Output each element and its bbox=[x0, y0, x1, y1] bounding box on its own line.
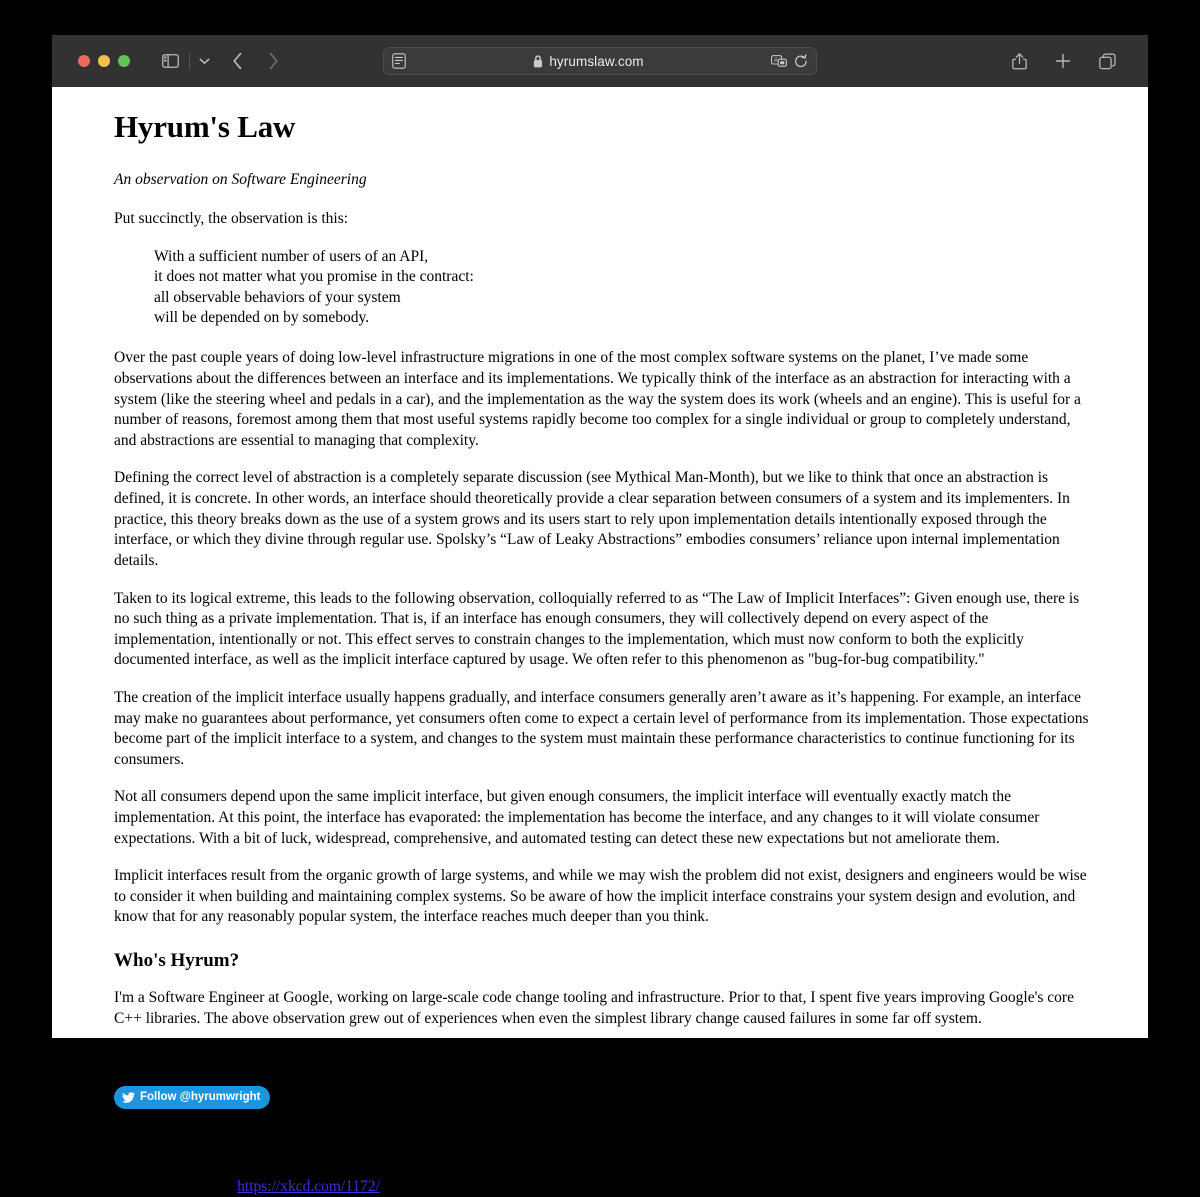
address-bar[interactable] bbox=[383, 47, 817, 75]
body-paragraph: Over the past couple years of doing low-level infrastructure migrations in one of the most complex software systems on the planet, I’ve made some observations about the differences between an interface and its implementations. We typically think of the interface as an abstraction for interacting with a system (like the steering wheel and pedals in a car), and the implementation as the way the system does its work (wheels and an engine). This is useful for a number of reasons, foremost among them that most useful systems rapidly become too complex for a single individual or group to completely understand, and abstractions are essential to managing that complexity. bbox=[114, 349, 1081, 449]
body-paragraph: Defining the correct level of abstraction is a completely separate discussion (see Mythical Man-Month), but we like to think that once an abstraction is defined, it is concrete. In other words, an interface should theoretically provide a clear separation between consumers of a system and its implementers. In practice, this theory breaks down as the use of a system grows and its users start to rely upon implementation details intentionally exposed through the interface, or which they divine through regular use. Spolsky’s “Law of Leaky Abstractions” embodies consumers’ reliance upon internal implementation details. bbox=[114, 469, 1070, 569]
body-paragraph: Implicit interfaces result from the organic growth of large systems, and while we may wish the problem did not exist, designers and engineers would be wise to consider it when building and maintaining complex systems. So be aware of how the implicit interface constrains your system design and evolution, and know that for any reasonably popular system, the interface reaches much deeper than you think. bbox=[114, 867, 1087, 926]
maximize-window-button[interactable] bbox=[118, 55, 130, 67]
browser-toolbar bbox=[52, 35, 1148, 87]
browser-window bbox=[52, 35, 1148, 1195]
forward-chevron-icon[interactable] bbox=[258, 47, 288, 75]
url-bar-actions bbox=[771, 54, 808, 69]
sidebar-controls bbox=[155, 47, 214, 75]
sidebar-toggle-icon[interactable] bbox=[155, 47, 185, 75]
quote-line: will be depended on by somebody. bbox=[154, 308, 370, 326]
body-paragraph: Not all consumers depend upon the same implicit interface, but given enough consumers, the implicit interface will eventually exactly match the implementation. At this point, the interface has evaporated: the implementation has become the interface, and any changes to it will violate consumer expectations. With a bit of luck, widespread, comprehensive, and automated testing can detect these new expectations but not ameliorate them. bbox=[114, 788, 1040, 847]
twitter-follow-button[interactable] bbox=[114, 1086, 270, 1109]
lock-icon bbox=[533, 55, 543, 68]
reload-icon[interactable] bbox=[794, 54, 808, 69]
page-subtitle: An observation on Software Engineering bbox=[114, 171, 367, 188]
tab-overview-icon[interactable] bbox=[1092, 47, 1122, 75]
toolbar-right-actions bbox=[1004, 47, 1132, 75]
body-paragraph: I'm a Software Engineer at Google, working on large-scale code change tooling and infrastructure. Prior to that, I spent five years improving Google's core C++ libraries. The above observation grew out of experiences when even the simplest library change caused failures in some far off system. bbox=[114, 989, 1074, 1027]
reader-view-icon[interactable] bbox=[392, 53, 406, 69]
navigation-buttons bbox=[222, 47, 288, 75]
twitter-follow-label: Follow @hyrumwright bbox=[140, 1090, 261, 1103]
minimize-window-button[interactable] bbox=[98, 55, 110, 67]
whos-hyrum-heading: Who's Hyrum? bbox=[114, 950, 240, 972]
history-prefix: Obligatory XKCD: bbox=[114, 1177, 238, 1195]
share-icon[interactable] bbox=[1004, 47, 1034, 75]
back-chevron-icon[interactable] bbox=[222, 47, 252, 75]
quote-line: it does not matter what you promise in the contract: bbox=[154, 268, 474, 286]
url-display[interactable] bbox=[406, 54, 771, 69]
body-paragraph: The creation of the implicit interface usually happens gradually, and interface consumers generally aren’t aware as it’s happening. For example, an interface may make no guarantees about performance, yet consumers often come to expect a certain level of performance from its implementation. Those expectations become part of the implicit interface to a system, and changes to the system must maintain these performance characteristics to continue functioning for its consumers. bbox=[114, 688, 1089, 768]
quote-line: With a sufficient number of users of an API, bbox=[154, 247, 429, 265]
page-content bbox=[52, 87, 1148, 1195]
page-title: Hyrum's Law bbox=[114, 109, 296, 144]
quote-line: all observable behaviors of your system bbox=[154, 288, 401, 306]
url-text: hyrumslaw.com bbox=[549, 53, 644, 69]
twitter-bird-icon bbox=[122, 1092, 135, 1103]
svg-text:A: A bbox=[774, 57, 779, 64]
history-paragraph bbox=[114, 1177, 1092, 1197]
window-controls bbox=[78, 55, 130, 67]
hyrums-law-quote bbox=[154, 247, 1092, 329]
plus-icon[interactable] bbox=[1048, 47, 1078, 75]
translate-icon[interactable] bbox=[771, 55, 787, 68]
chevron-down-icon[interactable] bbox=[194, 47, 214, 75]
history-heading: History bbox=[114, 1138, 176, 1160]
intro-paragraph: Put succinctly, the observation is this: bbox=[114, 210, 349, 227]
close-window-button[interactable] bbox=[78, 55, 90, 67]
xkcd-link[interactable]: https://xkcd.com/1172/ bbox=[237, 1177, 380, 1195]
body-paragraph: Taken to its logical extreme, this leads to the following observation, colloquially referred to as “The Law of Implicit Interfaces”: Given enough use, there is no such thing as a private implementation. That is, if an interface has enough consumers, they will collectively depend on every aspect of the implementation, intentionally or not. This effect serves to constrain changes to the implementation, which must now conform to both the explicitly documented interface, as well as the implicit interface captured by usage. We often refer to this phenomenon as "bug-for-bug compatibility." bbox=[114, 589, 1080, 669]
body-paragraph: While I may have made the observation, credit goes to Titus Winters for actually naming it as "Hyrum's Law" and popularizing the concept more broadly. bbox=[114, 1047, 1068, 1065]
toolbar-divider bbox=[189, 53, 190, 69]
